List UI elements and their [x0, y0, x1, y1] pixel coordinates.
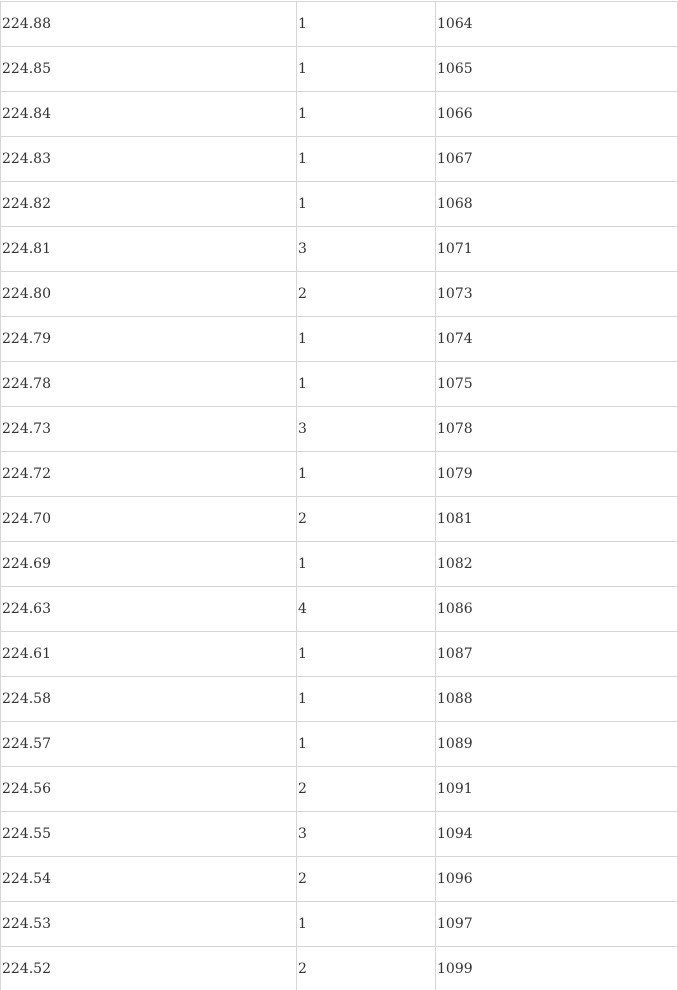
- cumulative-cell: 1087: [436, 632, 678, 677]
- cumulative-cell: 1082: [436, 542, 678, 587]
- volume-cell: 1: [297, 182, 436, 227]
- volume-cell: 1: [297, 722, 436, 767]
- price-cell: 224.70: [1, 497, 297, 542]
- cumulative-cell: 1067: [436, 137, 678, 182]
- volume-cell: 3: [297, 227, 436, 272]
- table-row: [1, 92, 678, 137]
- cumulative-cell: 1088: [436, 677, 678, 722]
- volume-cell: 1: [297, 677, 436, 722]
- price-cell: 224.54: [1, 857, 297, 902]
- table-row: [1, 677, 678, 722]
- volume-cell: 4: [297, 587, 436, 632]
- price-cell: 224.79: [1, 317, 297, 362]
- price-cell: 224.55: [1, 812, 297, 857]
- cumulative-cell: 1081: [436, 497, 678, 542]
- cumulative-cell: 1099: [436, 947, 678, 990]
- volume-cell: 3: [297, 407, 436, 452]
- volume-cell: 2: [297, 857, 436, 902]
- price-cell: 224.80: [1, 272, 297, 317]
- cumulative-cell: 1094: [436, 812, 678, 857]
- cumulative-cell: 1073: [436, 272, 678, 317]
- table-row: [1, 452, 678, 497]
- volume-cell: 1: [297, 632, 436, 677]
- cumulative-cell: 1068: [436, 182, 678, 227]
- table-body: [1, 2, 678, 990]
- table-row: [1, 542, 678, 587]
- table-row: [1, 227, 678, 272]
- price-cell: 224.73: [1, 407, 297, 452]
- volume-cell: 2: [297, 767, 436, 812]
- table-row: [1, 902, 678, 947]
- table-row: [1, 587, 678, 632]
- price-cell: 224.69: [1, 542, 297, 587]
- price-cell: 224.52: [1, 947, 297, 990]
- volume-cell: 1: [297, 137, 436, 182]
- price-cell: 224.61: [1, 632, 297, 677]
- price-cell: 224.83: [1, 137, 297, 182]
- table-row: [1, 137, 678, 182]
- volume-cell: 1: [297, 92, 436, 137]
- cumulative-cell: 1065: [436, 47, 678, 92]
- data-table: [0, 1, 678, 990]
- price-cell: 224.58: [1, 677, 297, 722]
- cumulative-cell: 1071: [436, 227, 678, 272]
- price-cell: 224.56: [1, 767, 297, 812]
- volume-cell: 1: [297, 542, 436, 587]
- table-row: [1, 272, 678, 317]
- price-cell: 224.85: [1, 47, 297, 92]
- table-row: [1, 182, 678, 227]
- table-row: [1, 2, 678, 47]
- cumulative-cell: 1091: [436, 767, 678, 812]
- volume-cell: 1: [297, 47, 436, 92]
- table-row: [1, 857, 678, 902]
- price-cell: 224.82: [1, 182, 297, 227]
- cumulative-cell: 1096: [436, 857, 678, 902]
- price-cell: 224.72: [1, 452, 297, 497]
- table-row: [1, 947, 678, 990]
- volume-cell: 2: [297, 947, 436, 990]
- table-row: [1, 767, 678, 812]
- price-cell: 224.78: [1, 362, 297, 407]
- volume-cell: 2: [297, 272, 436, 317]
- price-cell: 224.53: [1, 902, 297, 947]
- table-row: [1, 407, 678, 452]
- table-row: [1, 722, 678, 767]
- table-row: [1, 47, 678, 92]
- volume-cell: 1: [297, 362, 436, 407]
- cumulative-cell: 1064: [436, 2, 678, 47]
- volume-cell: 2: [297, 497, 436, 542]
- volume-cell: 3: [297, 812, 436, 857]
- cumulative-cell: 1074: [436, 317, 678, 362]
- volume-cell: 1: [297, 2, 436, 47]
- cumulative-cell: 1079: [436, 452, 678, 497]
- price-cell: 224.57: [1, 722, 297, 767]
- cumulative-cell: 1066: [436, 92, 678, 137]
- price-cell: 224.88: [1, 2, 297, 47]
- price-cell: 224.81: [1, 227, 297, 272]
- cumulative-cell: 1078: [436, 407, 678, 452]
- table-row: [1, 317, 678, 362]
- table-row: [1, 632, 678, 677]
- volume-cell: 1: [297, 902, 436, 947]
- price-cell: 224.63: [1, 587, 297, 632]
- volume-cell: 1: [297, 317, 436, 362]
- cumulative-cell: 1097: [436, 902, 678, 947]
- cumulative-cell: 1075: [436, 362, 678, 407]
- price-cell: 224.84: [1, 92, 297, 137]
- table-row: [1, 812, 678, 857]
- volume-cell: 1: [297, 452, 436, 497]
- table-row: [1, 497, 678, 542]
- cumulative-cell: 1086: [436, 587, 678, 632]
- table-row: [1, 362, 678, 407]
- cumulative-cell: 1089: [436, 722, 678, 767]
